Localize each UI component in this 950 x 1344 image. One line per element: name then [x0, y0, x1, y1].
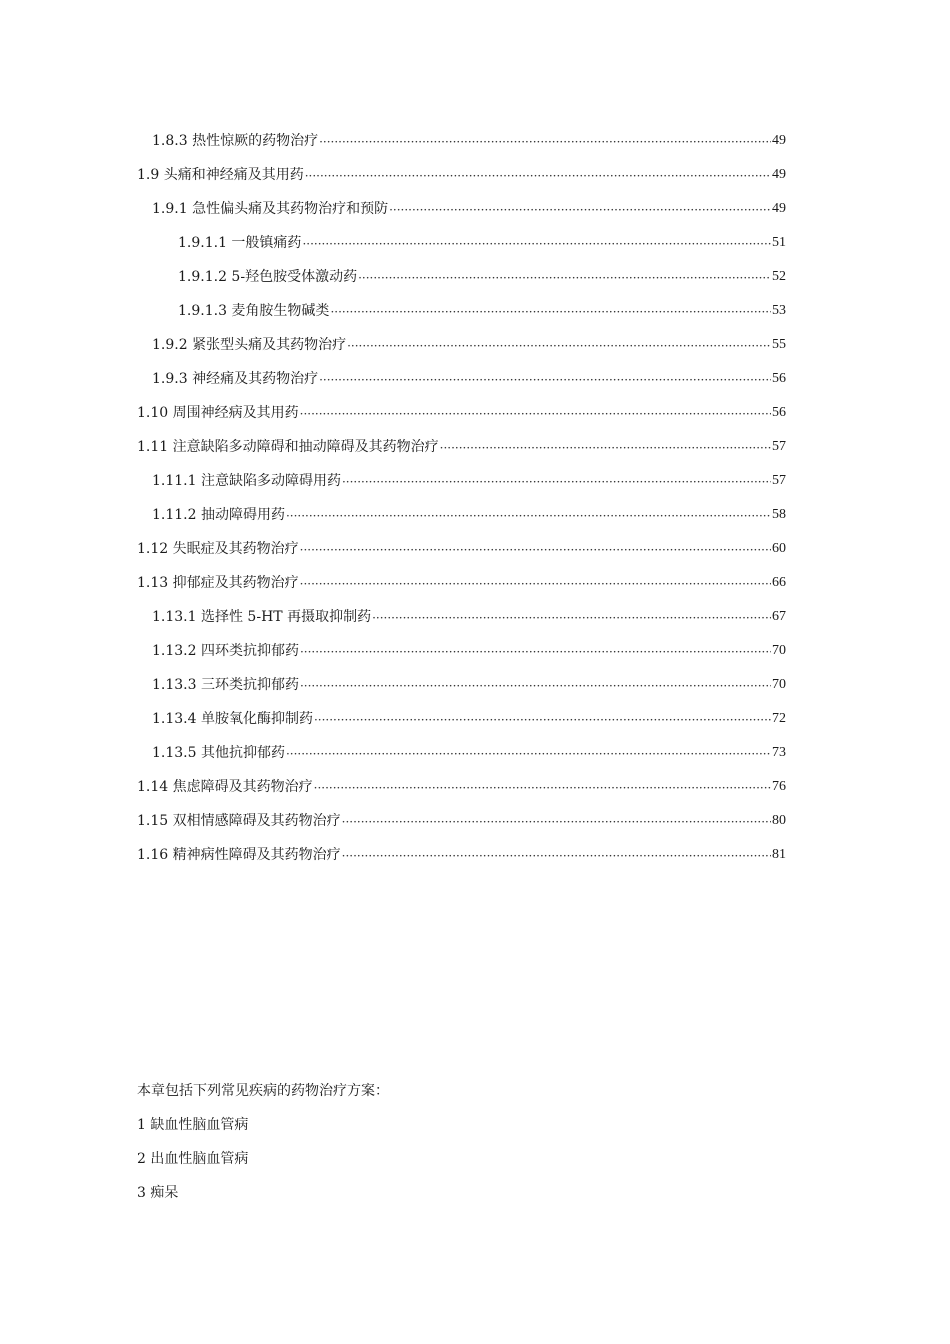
toc-leader-dots [300, 404, 771, 422]
toc-entry-label: 1.16 精神病性障碍及其药物治疗 [137, 847, 341, 863]
toc-entry-page: 55 [772, 337, 786, 352]
toc-entry-label: 1.11 注意缺陷多动障碍和抽动障碍及其药物治疗 [137, 439, 439, 455]
toc-entry[interactable] [0, 498, 950, 532]
toc-entry-page: 76 [772, 779, 786, 794]
toc-entry[interactable] [0, 396, 950, 430]
intro-heading: 本章包括下列常见疾病的药物治疗方案： [137, 1083, 389, 1099]
toc-entry[interactable] [0, 566, 950, 600]
toc-leader-dots [302, 234, 771, 252]
toc-leader-dots [347, 336, 771, 354]
toc-entry-label: 1.13.1 选择性 5-HT 再摄取抑制药 [152, 609, 372, 625]
toc-entry-label: 1.9.1.3 麦角胺生物碱类 [178, 303, 330, 319]
intro-list-item: 2 出血性脑血管病 [137, 1151, 249, 1167]
toc-entry[interactable] [0, 226, 950, 260]
toc-entry[interactable] [0, 294, 950, 328]
toc-entry-page: 58 [772, 507, 786, 522]
toc-entry[interactable] [0, 430, 950, 464]
toc-entry-label: 1.9.2 紧张型头痛及其药物治疗 [152, 337, 347, 353]
toc-entry[interactable] [0, 702, 950, 736]
toc-entry-page: 51 [772, 235, 786, 250]
toc-leader-dots [314, 778, 771, 796]
toc-entry[interactable] [0, 260, 950, 294]
table-of-contents [0, 124, 950, 872]
toc-entry[interactable] [0, 124, 950, 158]
toc-entry[interactable] [0, 192, 950, 226]
intro-list-item: 1 缺血性脑血管病 [137, 1117, 249, 1133]
toc-entry-page: 60 [772, 541, 786, 556]
toc-entry-label: 1.13 抑郁症及其药物治疗 [137, 575, 299, 591]
toc-entry[interactable] [0, 532, 950, 566]
toc-entry[interactable] [0, 838, 950, 872]
toc-entry-page: 57 [772, 473, 786, 488]
toc-leader-dots [342, 472, 771, 490]
toc-entry[interactable] [0, 634, 950, 668]
toc-entry-label: 1.15 双相情感障碍及其药物治疗 [137, 813, 341, 829]
toc-entry-page: 66 [772, 575, 786, 590]
toc-leader-dots [286, 506, 771, 524]
toc-entry-page: 53 [772, 303, 786, 318]
toc-entry-page: 49 [772, 201, 786, 216]
toc-leader-dots [342, 812, 771, 830]
toc-entry[interactable] [0, 668, 950, 702]
toc-leader-dots [372, 608, 771, 626]
toc-entry[interactable] [0, 736, 950, 770]
toc-leader-dots [300, 574, 771, 592]
toc-entry-page: 67 [772, 609, 786, 624]
toc-entry-page: 49 [772, 133, 786, 148]
toc-entry-label: 1.9.1 急性偏头痛及其药物治疗和预防 [152, 201, 389, 217]
toc-entry-page: 80 [772, 813, 786, 828]
chapter-intro [137, 1074, 797, 1210]
toc-entry-page: 70 [772, 643, 786, 658]
toc-leader-dots [319, 132, 771, 150]
toc-leader-dots [342, 846, 771, 864]
toc-entry-label: 1.9.1.1 一般镇痛药 [178, 235, 302, 251]
toc-entry[interactable] [0, 770, 950, 804]
toc-entry-label: 1.10 周围神经病及其用药 [137, 405, 299, 421]
toc-entry-label: 1.8.3 热性惊厥的药物治疗 [152, 133, 319, 149]
toc-entry-page: 49 [772, 167, 786, 182]
toc-entry-label: 1.13.5 其他抗抑郁药 [152, 745, 285, 761]
toc-leader-dots [300, 540, 771, 558]
toc-entry-label: 1.14 焦虑障碍及其药物治疗 [137, 779, 313, 795]
toc-entry-page: 56 [772, 405, 786, 420]
toc-entry-page: 81 [772, 847, 786, 862]
toc-entry-label: 1.9.3 神经痛及其药物治疗 [152, 371, 319, 387]
toc-entry-label: 1.13.2 四环类抗抑郁药 [152, 643, 299, 659]
toc-leader-dots [330, 302, 771, 320]
toc-leader-dots [440, 438, 771, 456]
toc-entry-label: 1.13.3 三环类抗抑郁药 [152, 677, 299, 693]
toc-entry-label: 1.12 失眠症及其药物治疗 [137, 541, 299, 557]
toc-entry[interactable] [0, 328, 950, 362]
toc-entry[interactable] [0, 804, 950, 838]
toc-entry-page: 56 [772, 371, 786, 386]
toc-entry-label: 1.9 头痛和神经痛及其用药 [137, 167, 304, 183]
toc-entry-label: 1.11.1 注意缺陷多动障碍用药 [152, 473, 341, 489]
toc-entry[interactable] [0, 464, 950, 498]
toc-leader-dots [300, 676, 771, 694]
toc-leader-dots [358, 268, 771, 286]
toc-entry[interactable] [0, 158, 950, 192]
toc-entry-page: 72 [772, 711, 786, 726]
toc-entry[interactable] [0, 362, 950, 396]
toc-leader-dots [286, 744, 771, 762]
toc-entry-label: 1.13.4 单胺氧化酶抑制药 [152, 711, 313, 727]
toc-entry-page: 70 [772, 677, 786, 692]
toc-entry[interactable] [0, 600, 950, 634]
toc-leader-dots [389, 200, 771, 218]
toc-entry-label: 1.11.2 抽动障碍用药 [152, 507, 285, 523]
toc-entry-page: 73 [772, 745, 786, 760]
toc-leader-dots [314, 710, 771, 728]
intro-list-item: 3 痴呆 [137, 1185, 179, 1201]
toc-leader-dots [319, 370, 771, 388]
toc-entry-page: 57 [772, 439, 786, 454]
toc-entry-label: 1.9.1.2 5-羟色胺受体激动药 [178, 269, 358, 285]
toc-leader-dots [305, 166, 771, 184]
toc-leader-dots [300, 642, 771, 660]
toc-entry-page: 52 [772, 269, 786, 284]
